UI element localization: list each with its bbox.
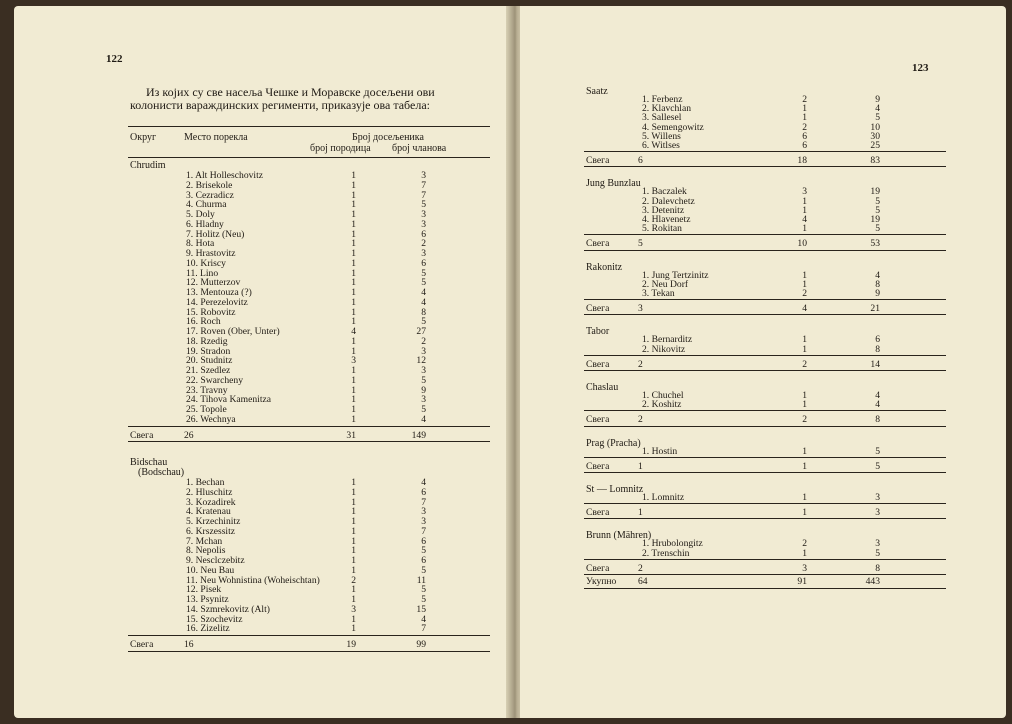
member-count: 9 <box>421 384 426 396</box>
total-families: 4 <box>802 303 807 315</box>
total-members: 53 <box>870 238 880 250</box>
grand-total-label: Укупно <box>586 576 617 587</box>
intro-paragraph: Из којих су све насеља Чешке и Моравске досељени ови колонисти вараждинских регименти, приказује ова табела: <box>130 85 435 112</box>
place-name: 3. Kozadirek <box>186 496 236 508</box>
member-count: 3 <box>875 492 880 503</box>
family-count: 1 <box>351 516 356 527</box>
family-count: 6 <box>802 140 807 151</box>
total-families: 10 <box>797 238 807 250</box>
total-label: Свега <box>586 562 610 574</box>
region-name: Saatz <box>586 86 608 97</box>
section-rule <box>584 472 946 473</box>
total-label: Свега <box>586 507 610 519</box>
family-count: 1 <box>351 525 356 537</box>
total-label: Свега <box>586 460 610 472</box>
family-count: 1 <box>351 613 356 625</box>
member-count: 3 <box>421 170 426 181</box>
place-name: 13. Psynitz <box>186 594 229 605</box>
table-top-rule <box>128 126 490 127</box>
member-count: 10 <box>870 121 880 133</box>
total-place-count: 2 <box>638 562 643 574</box>
member-count: 3 <box>421 365 426 376</box>
total-members: 149 <box>411 429 426 441</box>
member-count: 5 <box>875 547 880 559</box>
place-name: 11. Lino <box>186 267 219 279</box>
member-count: 6 <box>421 535 426 547</box>
total-members: 14 <box>870 358 880 370</box>
section-rule <box>584 574 946 575</box>
member-count: 5 <box>421 584 426 596</box>
place-name: 1. Bernarditz <box>642 334 693 346</box>
place-name: 15. Szochevitz <box>186 613 243 625</box>
family-count: 1 <box>351 506 356 518</box>
family-count: 1 <box>351 296 356 308</box>
member-count: 5 <box>875 223 880 235</box>
total-families: 3 <box>802 562 807 574</box>
place-name: 1. Hostin <box>642 445 678 457</box>
member-count: 25 <box>870 140 880 151</box>
family-count: 1 <box>351 365 356 376</box>
family-count: 1 <box>802 343 807 355</box>
grand-total-rule <box>584 588 946 589</box>
place-name: 25. Topole <box>186 404 227 415</box>
region-name-alt: (Bodschau) <box>138 467 185 478</box>
region-name: St — Lomnitz <box>586 484 644 495</box>
total-families: 2 <box>802 414 807 426</box>
member-count: 7 <box>421 179 426 191</box>
place-name: 15. Robovitz <box>186 306 236 318</box>
member-count: 7 <box>421 525 426 537</box>
total-label: Свега <box>586 155 610 167</box>
place-name: 5. Doly <box>186 209 215 220</box>
place-name: 1. Bechan <box>186 477 225 488</box>
total-members: 99 <box>416 639 426 650</box>
member-count: 3 <box>421 345 426 357</box>
member-count: 8 <box>421 306 426 318</box>
member-count: 5 <box>421 374 426 386</box>
place-name: 6. Krszessitz <box>186 525 236 537</box>
family-count: 1 <box>802 547 807 559</box>
member-count: 5 <box>421 316 426 328</box>
family-count: 3 <box>351 603 356 615</box>
section-rule <box>584 299 946 300</box>
place-name: 6. Hladny <box>186 218 224 230</box>
place-name: 22. Swarcheny <box>186 374 244 386</box>
header-district: Округ <box>130 132 157 143</box>
family-count: 1 <box>351 496 356 508</box>
grand-total-place-count: 64 <box>638 576 648 587</box>
member-count: 9 <box>875 94 880 105</box>
header-members: број чланова <box>392 143 447 154</box>
member-count: 6 <box>875 334 880 346</box>
region-name: Chaslau <box>586 382 619 393</box>
place-name: 6. Witlses <box>642 140 680 151</box>
family-count: 2 <box>802 288 807 299</box>
family-count: 1 <box>351 228 356 240</box>
family-count: 2 <box>802 121 807 133</box>
total-place-count: 5 <box>638 238 643 250</box>
family-count: 1 <box>351 287 356 298</box>
header-place: Место порекла <box>184 132 248 143</box>
section-rule <box>584 355 946 356</box>
total-members: 3 <box>875 507 880 519</box>
member-count: 8 <box>875 278 880 290</box>
member-count: 7 <box>421 496 426 508</box>
family-count: 1 <box>802 112 807 124</box>
member-count: 5 <box>421 545 426 557</box>
family-count: 1 <box>351 486 356 498</box>
place-name: 5. Krzechinitz <box>186 516 241 527</box>
total-label: Свега <box>586 358 610 370</box>
family-count: 1 <box>802 390 807 401</box>
place-name: 3. Sallesel <box>642 112 682 124</box>
section-rule <box>128 635 490 636</box>
left-page-number: 122 <box>106 53 123 65</box>
member-count: 6 <box>421 555 426 566</box>
member-count: 4 <box>421 296 426 308</box>
member-count: 7 <box>421 189 426 201</box>
total-members: 8 <box>875 562 880 574</box>
place-name: 7. Mchan <box>186 535 223 547</box>
total-families: 1 <box>802 507 807 519</box>
place-name: 2. Trenschin <box>642 547 690 559</box>
total-families: 1 <box>802 460 807 472</box>
place-name: 9. Hrastovitz <box>186 248 236 259</box>
member-count: 3 <box>421 218 426 230</box>
place-name: 2. Dalevchetz <box>642 195 695 207</box>
member-count: 9 <box>875 288 880 299</box>
section-rule <box>584 151 946 152</box>
member-count: 4 <box>421 613 426 625</box>
member-count: 6 <box>421 486 426 498</box>
place-name: 5. Rokitan <box>642 223 682 235</box>
place-name: 9. Nesclczebitz <box>186 555 245 566</box>
family-count: 1 <box>351 238 356 250</box>
member-count: 7 <box>421 623 426 635</box>
section-rule <box>584 234 946 235</box>
member-count: 15 <box>416 603 426 615</box>
family-count: 1 <box>351 545 356 557</box>
total-label: Свега <box>586 303 610 315</box>
member-count: 27 <box>416 326 426 337</box>
total-label: Свега <box>586 238 610 250</box>
place-name: 14. Perezelovitz <box>186 296 248 308</box>
member-count: 3 <box>421 394 426 406</box>
total-place-count: 1 <box>638 460 643 472</box>
member-count: 5 <box>875 112 880 124</box>
place-name: 3. Detenitz <box>642 204 685 216</box>
family-count: 1 <box>351 277 356 289</box>
place-name: 7. Holitz (Neu) <box>186 228 245 240</box>
member-count: 4 <box>875 399 880 411</box>
family-count: 1 <box>351 477 356 488</box>
member-count: 3 <box>421 209 426 220</box>
family-count: 1 <box>351 316 356 328</box>
family-count: 1 <box>351 535 356 547</box>
place-name: 10. Neu Bau <box>186 564 235 576</box>
place-name: 26. Wechnya <box>186 413 236 425</box>
section-rule <box>584 314 946 315</box>
family-count: 1 <box>351 413 356 425</box>
family-count: 1 <box>802 103 807 115</box>
section-rule <box>128 426 490 427</box>
place-name: 16. Zizelitz <box>186 623 230 635</box>
right-page <box>520 6 1006 718</box>
family-count: 1 <box>351 394 356 406</box>
place-name: 3. Cezradicz <box>186 189 234 201</box>
place-name: 1. Hrubolongitz <box>642 538 703 550</box>
place-name: 20. Studnitz <box>186 355 233 367</box>
place-name: 1. Ferbenz <box>642 94 683 105</box>
place-name: 21. Szedlez <box>186 365 231 376</box>
member-count: 5 <box>875 204 880 216</box>
place-name: 12. Pisek <box>186 584 222 596</box>
place-name: 19. Stradon <box>186 345 231 357</box>
section-rule <box>584 166 946 167</box>
member-count: 4 <box>875 390 880 401</box>
region-name: Tabor <box>586 326 610 338</box>
total-families: 2 <box>802 358 807 370</box>
section-rule <box>584 518 946 519</box>
total-label: Свега <box>130 639 154 650</box>
place-name: 2. Klavchlan <box>642 103 692 115</box>
place-name: 13. Mentouza (?) <box>186 287 252 298</box>
place-name: 2. Neu Dorf <box>642 278 689 290</box>
total-label: Свега <box>586 414 610 426</box>
total-members: 83 <box>870 155 880 167</box>
section-rule <box>584 457 946 458</box>
member-count: 5 <box>421 564 426 576</box>
header-bottom-rule <box>128 157 490 158</box>
member-count: 3 <box>421 516 426 527</box>
place-name: 3. Tekan <box>642 288 675 299</box>
family-count: 1 <box>351 564 356 576</box>
family-count: 2 <box>351 574 356 586</box>
family-count: 2 <box>802 94 807 105</box>
family-count: 1 <box>351 248 356 259</box>
section-rule <box>584 426 946 427</box>
left-page <box>14 6 514 718</box>
member-count: 19 <box>870 186 880 198</box>
place-name: 24. Tihova Kamenitza <box>186 394 272 406</box>
member-count: 19 <box>870 214 880 225</box>
family-count: 3 <box>802 186 807 198</box>
place-name: 1. Baczalek <box>642 186 687 198</box>
member-count: 5 <box>421 267 426 279</box>
section-rule <box>584 503 946 504</box>
section-rule <box>128 441 490 442</box>
member-count: 6 <box>421 257 426 269</box>
total-members: 8 <box>875 414 880 426</box>
total-families: 19 <box>346 639 356 650</box>
total-place-count: 2 <box>638 358 643 370</box>
family-count: 1 <box>351 623 356 635</box>
region-name: Brunn (Mähren) <box>586 530 652 542</box>
place-name: 2. Hluschitz <box>186 486 233 498</box>
family-count: 1 <box>351 584 356 596</box>
member-count: 4 <box>875 103 880 115</box>
right-page-number: 123 <box>912 62 929 74</box>
place-name: 2. Nikovitz <box>642 343 686 355</box>
total-place-count: 3 <box>638 303 643 315</box>
header-settled: Број досељеника <box>352 132 424 143</box>
place-name: 18. Rzedig <box>186 335 228 347</box>
member-count: 4 <box>875 269 880 281</box>
member-count: 3 <box>421 506 426 518</box>
place-name: 1. Lomnitz <box>642 492 685 503</box>
member-count: 8 <box>875 343 880 355</box>
place-name: 2. Brisekole <box>186 179 233 191</box>
place-name: 10. Kriscy <box>186 257 226 269</box>
family-count: 1 <box>802 269 807 281</box>
family-count: 1 <box>802 278 807 290</box>
place-name: 4. Hlavenetz <box>642 214 691 225</box>
total-members: 21 <box>870 303 880 315</box>
member-count: 5 <box>421 199 426 211</box>
member-count: 12 <box>416 355 426 367</box>
place-name: 5. Willens <box>642 130 681 142</box>
member-count: 2 <box>421 335 426 347</box>
family-count: 4 <box>802 214 807 225</box>
region-name: Rakonitz <box>586 261 623 273</box>
member-count: 5 <box>421 594 426 605</box>
family-count: 1 <box>802 334 807 346</box>
family-count: 2 <box>802 538 807 550</box>
family-count: 1 <box>351 189 356 201</box>
section-rule <box>584 250 946 251</box>
family-count: 1 <box>802 445 807 457</box>
family-count: 1 <box>802 399 807 411</box>
place-name: 1. Jung Tertzinitz <box>642 269 709 281</box>
family-count: 1 <box>802 204 807 216</box>
family-count: 4 <box>351 326 356 337</box>
place-name: 4. Kratenau <box>186 506 231 518</box>
place-name: 4. Semengowitz <box>642 121 704 133</box>
member-count: 4 <box>421 287 426 298</box>
family-count: 1 <box>351 199 356 211</box>
place-name: 16. Roch <box>186 316 221 328</box>
total-place-count: 16 <box>184 639 194 650</box>
total-families: 31 <box>346 429 356 441</box>
family-count: 1 <box>351 594 356 605</box>
member-count: 30 <box>870 130 880 142</box>
member-count: 11 <box>416 574 426 586</box>
place-name: 14. Szmrekovitz (Alt) <box>186 603 270 615</box>
total-families: 18 <box>797 155 807 167</box>
header-families: број породица <box>310 143 371 154</box>
total-place-count: 26 <box>184 429 194 441</box>
place-name: 12. Mutterzov <box>186 277 241 289</box>
total-place-count: 2 <box>638 414 643 426</box>
section-rule <box>128 651 490 652</box>
family-count: 3 <box>351 355 356 367</box>
total-place-count: 1 <box>638 507 643 519</box>
family-count: 1 <box>802 223 807 235</box>
family-count: 1 <box>351 257 356 269</box>
family-count: 1 <box>802 492 807 503</box>
family-count: 1 <box>351 345 356 357</box>
grand-total-members: 443 <box>865 576 880 587</box>
member-count: 4 <box>421 413 426 425</box>
region-name: Prag (Pracha) <box>586 437 641 449</box>
place-name: 23. Travny <box>186 384 228 396</box>
place-name: 17. Roven (Ober, Unter) <box>186 326 280 337</box>
family-count: 1 <box>351 374 356 386</box>
family-count: 1 <box>351 209 356 220</box>
member-count: 5 <box>875 445 880 457</box>
family-count: 6 <box>802 130 807 142</box>
member-count: 3 <box>421 248 426 259</box>
member-count: 5 <box>421 404 426 415</box>
member-count: 6 <box>421 228 426 240</box>
section-rule <box>584 370 946 371</box>
member-count: 5 <box>875 195 880 207</box>
member-count: 5 <box>421 277 426 289</box>
member-count: 3 <box>875 538 880 550</box>
family-count: 1 <box>351 335 356 347</box>
place-name: 4. Churma <box>186 199 227 211</box>
place-name: 1. Chuchel <box>642 390 684 401</box>
family-count: 1 <box>351 404 356 415</box>
family-count: 1 <box>351 267 356 279</box>
region-name: Jung Bunzlau <box>586 178 641 190</box>
family-count: 1 <box>351 555 356 566</box>
place-name: 8. Hota <box>186 238 215 250</box>
section-rule <box>584 410 946 411</box>
family-count: 1 <box>351 179 356 191</box>
grand-total-families: 91 <box>797 576 807 587</box>
place-name: 8. Nepolis <box>186 545 226 557</box>
family-count: 1 <box>802 195 807 207</box>
family-count: 1 <box>351 170 356 181</box>
total-label: Свега <box>130 429 154 441</box>
family-count: 1 <box>351 384 356 396</box>
place-name: 2. Koshitz <box>642 399 682 411</box>
member-count: 4 <box>421 477 426 488</box>
family-count: 1 <box>351 306 356 318</box>
family-count: 1 <box>351 218 356 230</box>
region-name: Bidschau <box>130 457 168 469</box>
section-rule <box>584 559 946 560</box>
region-name: Chrudim <box>130 160 166 171</box>
place-name: 1. Alt Holleschovitz <box>186 170 264 181</box>
member-count: 2 <box>421 238 426 250</box>
place-name: 11. Neu Wohnistina (Woheischtan) <box>186 574 320 586</box>
total-place-count: 6 <box>638 155 643 167</box>
total-members: 5 <box>875 460 880 472</box>
